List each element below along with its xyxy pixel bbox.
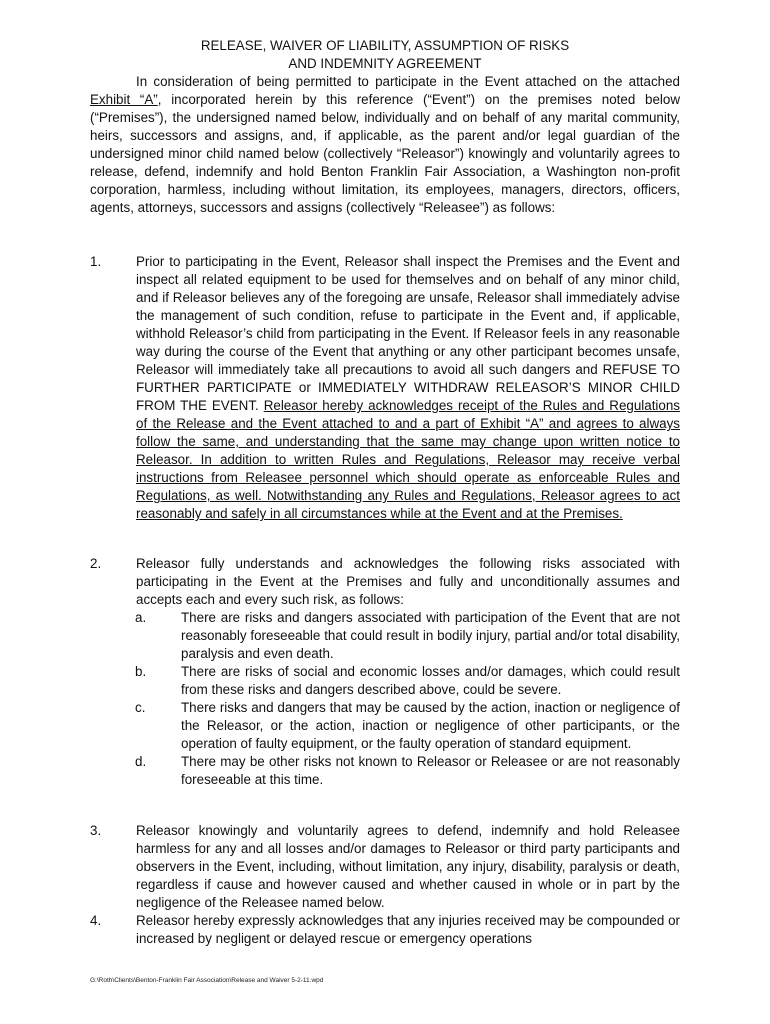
intro-text-part-2: , incorporated herein by this reference (“Event”) on the premises noted below (“Premises”), the undersigned named below, individually and on behalf of any marital community, heirs, successors and assigns, and, if applicable, as the parent and/or legal guardian of the undersigned minor child named below (collectively “Releasor”) knowingly and voluntarily agrees to release, defend, indemnify and hold Benton Franklin Fair Association, a Washington non-profit corporation, harmless, including without limitation, its employees, managers, directors, officers, agents, attorneys, successors and assigns (collectively “Releasee”) as follows: — [90, 92, 680, 215]
clause-body: Releasor hereby expressly acknowledges that any injuries received may be compounded or increased by negligent or delayed rescue or emergency operations — [136, 913, 680, 946]
risk-letter: a. — [135, 610, 147, 625]
risk-text: There may be other risks not known to Releasor or Releasee or are not reasonably foreseeable at this time. — [181, 754, 680, 787]
document-title-line-2: AND INDEMNITY AGREEMENT — [288, 56, 482, 71]
risk-item-d — [90, 753, 680, 789]
intro-text-part-1: In consideration of being permitted to participate in the Event attached on the attached — [136, 74, 680, 89]
clause-number: 3. — [90, 823, 102, 838]
clause-3 — [90, 822, 680, 912]
clause-1-underlined-text: Releasor hereby acknowledges receipt of the Rules and Regulations of the Release and the Event attached to and a part of Exhibit “A” and agrees to always follow the same, and understanding that the same may change upon written notice to Releasor. In addition to written Rules and Regulations, Releasor may receive verbal instructions from Releasee personnel which should operate as enforceable Rules and Regulations, as well. Notwithstanding any Rules and Regulations, Releasor agrees to act reasonably and safely in all circumstances while at the Event and at the Premises. — [136, 398, 680, 521]
file-path-footer: G:\Roth\Clients\Benton-Franklin Fair Association\Release and Waiver 5-2-11.wpd — [90, 977, 324, 984]
clause-body — [136, 253, 680, 523]
clause-1-text: Prior to participating in the Event, Releasor shall inspect the Premises and the Event and inspect all related equipment to be used for themselves and on behalf of any minor child, and if Releasor believes any of the foregoing are unsafe, Releasor shall immediately advise the management of such condition, refuse to participate in the Event and, if applicable, withhold Releasor’s child from participating in the Event. If Releasor feels in any reasonable way during the course of the Event that anything or any other participant becomes unsafe, Releasor will immediately take all precautions to avoid all such dangers and REFUSE TO FURTHER PARTICIPATE or IMMEDIATELY WITHDRAW RELEASOR’S MINOR CHILD FROM THE EVENT. — [136, 254, 680, 413]
clause-number: 4. — [90, 913, 102, 928]
clause-body: Releasor fully understands and acknowledges the following risks associated with participating in the Event at the Premises and fully and unconditionally assumes and accepts each and every such risk, as follows: — [136, 556, 680, 607]
document-title-line-1: RELEASE, WAIVER OF LIABILITY, ASSUMPTION OF RISKS — [200, 38, 570, 53]
clause-1 — [90, 253, 680, 523]
intro-paragraph — [90, 73, 680, 217]
risk-item-a — [90, 609, 680, 663]
risk-text: There are risks and dangers associated with participation of the Event that are not reasonably foreseeable that could result in bodily injury, partial and/or total disability, paralysis and even death. — [181, 610, 680, 661]
risk-item-b — [90, 663, 680, 699]
clause-number: 1. — [90, 254, 102, 269]
risk-letter: c. — [135, 700, 146, 715]
exhibit-a-reference: Exhibit “A” — [90, 92, 158, 107]
risk-text: There are risks of social and economic losses and/or damages, which could result from these risks and dangers described above, could be severe. — [181, 664, 680, 697]
clause-number: 2. — [90, 556, 102, 571]
risk-item-c — [90, 699, 680, 753]
risk-letter: d. — [135, 754, 147, 769]
clause-body: Releasor knowingly and voluntarily agrees to defend, indemnify and hold Releasee harmless for any and all losses and/or damages to Releasor or third party participants and observers in the Event, including, without limitation, any injury, disability, paralysis or death, regardless if cause and however caused and whether caused in whole or in part by the negligence of the Releasee named below. — [136, 823, 680, 910]
clause-4 — [90, 912, 680, 948]
risk-letter: b. — [135, 664, 147, 679]
risk-text: There risks and dangers that may be caused by the action, inaction or negligence of the Releasor, or the action, inaction or negligence of other participants, or the operation of faulty equipment, or the faulty operation of standard equipment. — [181, 700, 680, 751]
clause-2 — [90, 555, 680, 789]
